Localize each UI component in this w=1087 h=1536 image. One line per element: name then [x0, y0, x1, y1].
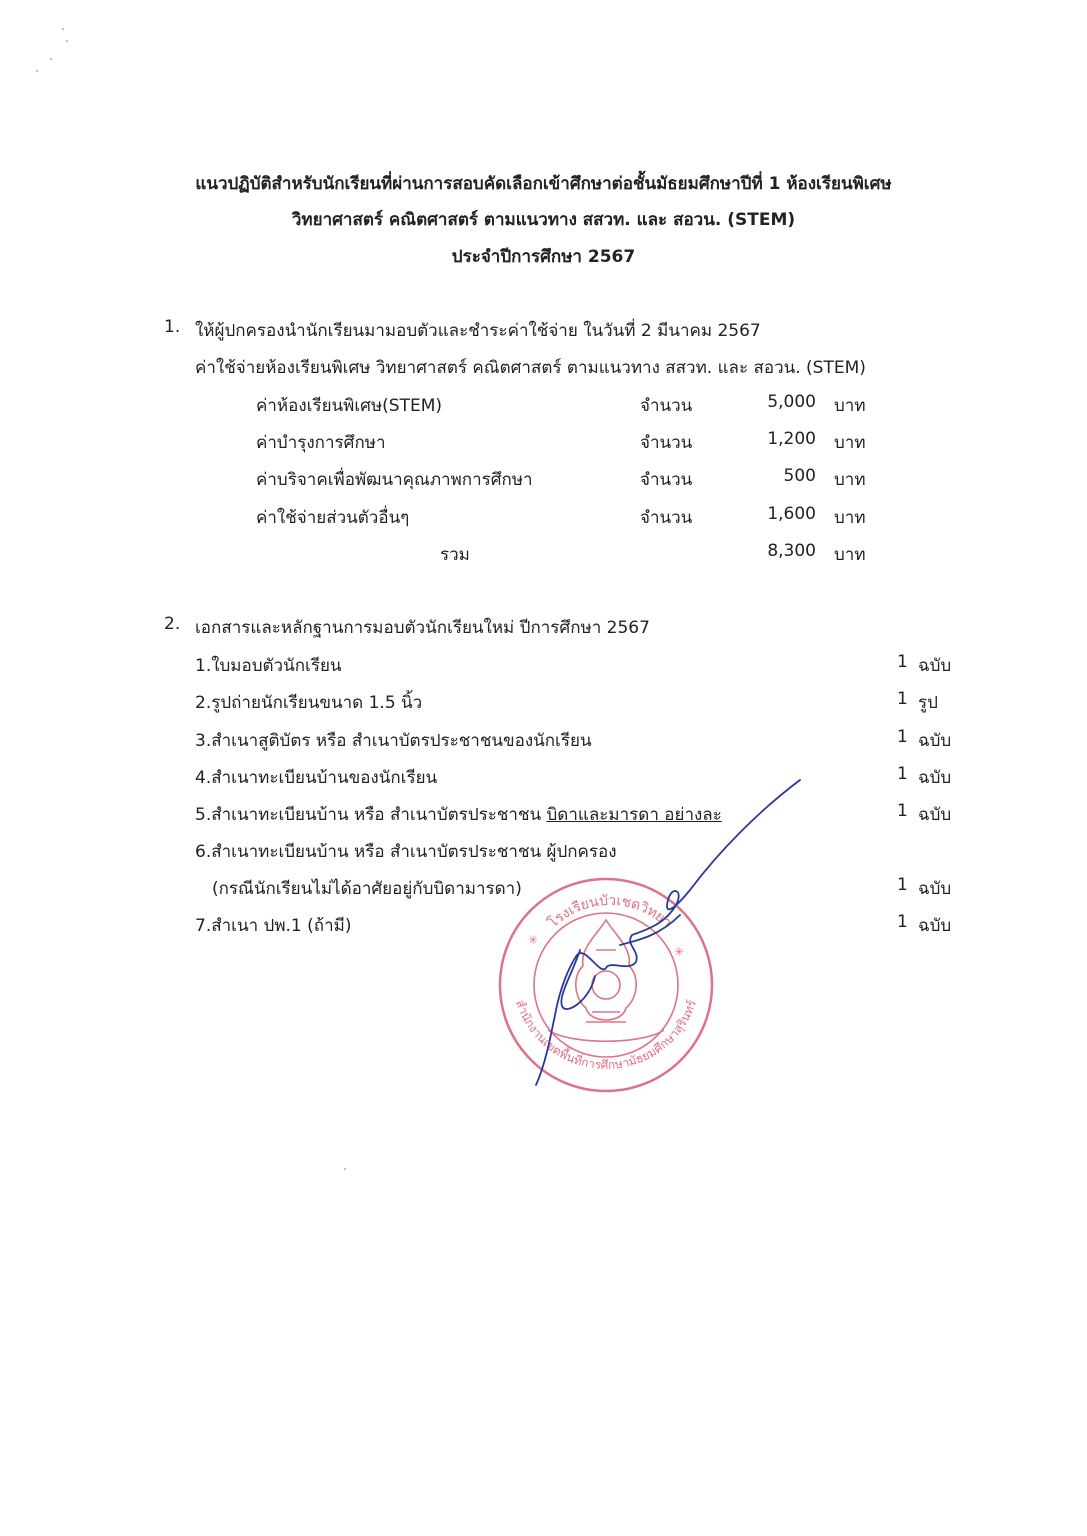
document-item-note: (กรณีนักเรียนไม่ได้อาศัยอยู่กับบิดามารดา) — [212, 879, 522, 899]
fee-qty-label: จำนวน — [640, 508, 693, 528]
document-item-text: 7.สำเนา ปพ.1 (ถ้ามี) — [195, 916, 352, 936]
fee-total-label: รวม — [440, 545, 470, 565]
document-item-count: 1 — [897, 875, 908, 895]
section1-number: 1. — [164, 317, 181, 337]
document-item-text: 3.สำเนาสูติบัตร หรือ สำเนาบัตรประชาชนของนักเรียน — [195, 731, 592, 751]
fee-qty-label: จำนวน — [640, 470, 693, 490]
document-item-text: 4.สำเนาทะเบียนบ้านของนักเรียน — [195, 768, 438, 788]
fee-name: ค่าบำรุงการศึกษา — [256, 433, 386, 453]
fee-amount: 500 — [783, 466, 816, 486]
fee-amount: 1,200 — [767, 429, 816, 449]
stamp-star-icon: ✳ — [674, 945, 685, 959]
fee-amount: 1,600 — [767, 504, 816, 524]
document-item-count: 1 — [897, 764, 908, 784]
document-item-unit: ฉบับ — [918, 805, 952, 825]
document-item-text-underlined: บิดาและมารดา อย่างละ — [546, 805, 722, 825]
document-item-count: 1 — [897, 727, 908, 747]
fee-unit: บาท — [834, 396, 866, 416]
document-item-count: 1 — [897, 912, 908, 932]
stamp-top-textpath: โรงเรียนบัวเชดวิทยา — [545, 892, 675, 932]
stamp-bottom-textpath: สำนักงานเขตพื้นที่การศึกษามัธยมศึกษาสุรินทร์ — [512, 997, 700, 1073]
document-title-line3: ประจำปีการศึกษา 2567 — [451, 247, 636, 267]
document-item-unit: รูป — [918, 693, 938, 713]
document-title-line1: แนวปฏิบัติสำหรับนักเรียนที่ผ่านการสอบคัดเลือกเข้าศึกษาต่อชั้นมัธยมศึกษาปีที่ 1 ห้องเรียนพิเศษ — [195, 174, 892, 194]
fee-qty-label: จำนวน — [640, 396, 693, 416]
section1-heading: ให้ผู้ปกครองนำนักเรียนมามอบตัวและชำระค่าใช้จ่าย ในวันที่ 2 มีนาคม 2567 — [195, 321, 761, 341]
fee-name: ค่าใช้จ่ายส่วนตัวอื่นๆ — [256, 508, 410, 528]
document-item-unit: ฉบับ — [918, 656, 952, 676]
document-item-text-main: 5.สำเนาทะเบียนบ้าน หรือ สำเนาบัตรประชาชน — [195, 805, 547, 825]
document-title-line2: วิทยาศาสตร์ คณิตศาสตร์ ตามแนวทาง สสวท. และ สอวน. (STEM) — [291, 210, 796, 230]
document-item-count: 1 — [897, 801, 908, 821]
document-item-unit: ฉบับ — [918, 731, 952, 751]
fee-name: ค่าห้องเรียนพิเศษ(STEM) — [256, 396, 443, 416]
fee-amount: 5,000 — [767, 392, 816, 412]
document-item-text: 6.สำเนาทะเบียนบ้าน หรือ สำเนาบัตรประชาชน ผู้ปกครอง — [195, 842, 617, 862]
section2-heading: เอกสารและหลักฐานการมอบตัวนักเรียนใหม่ ปีการศึกษา 2567 — [195, 618, 650, 638]
stamp-star-icon: ✳ — [528, 933, 539, 947]
fee-unit: บาท — [834, 470, 866, 490]
document-item-count: 1 — [897, 652, 908, 672]
document-item-unit: ฉบับ — [918, 879, 952, 899]
section2-number: 2. — [164, 614, 181, 634]
fee-unit: บาท — [834, 508, 866, 528]
document-item-text: 1.ใบมอบตัวนักเรียน — [195, 656, 342, 676]
stamp-bottom-text — [513, 998, 699, 1072]
section1-subheading: ค่าใช้จ่ายห้องเรียนพิเศษ วิทยาศาสตร์ คณิตศาสตร์ ตามแนวทาง สสวท. และ สอวน. (STEM) — [195, 358, 866, 378]
fee-name: ค่าบริจาคเพื่อพัฒนาคุณภาพการศึกษา — [256, 470, 533, 490]
stamp-inner-ring — [534, 913, 678, 1057]
fee-total-amount: 8,300 — [767, 541, 816, 561]
seal-emblem-icon — [548, 920, 664, 1041]
fee-total-unit: บาท — [834, 545, 866, 565]
fee-unit: บาท — [834, 433, 866, 453]
fee-qty-label: จำนวน — [640, 433, 693, 453]
document-item-count: 1 — [897, 689, 908, 709]
document-item-unit: ฉบับ — [918, 916, 952, 936]
school-seal-stamp — [500, 879, 712, 1091]
document-item-unit: ฉบับ — [918, 768, 952, 788]
document-item-text: 2.รูปถ่ายนักเรียนขนาด 1.5 นิ้ว — [195, 693, 423, 713]
